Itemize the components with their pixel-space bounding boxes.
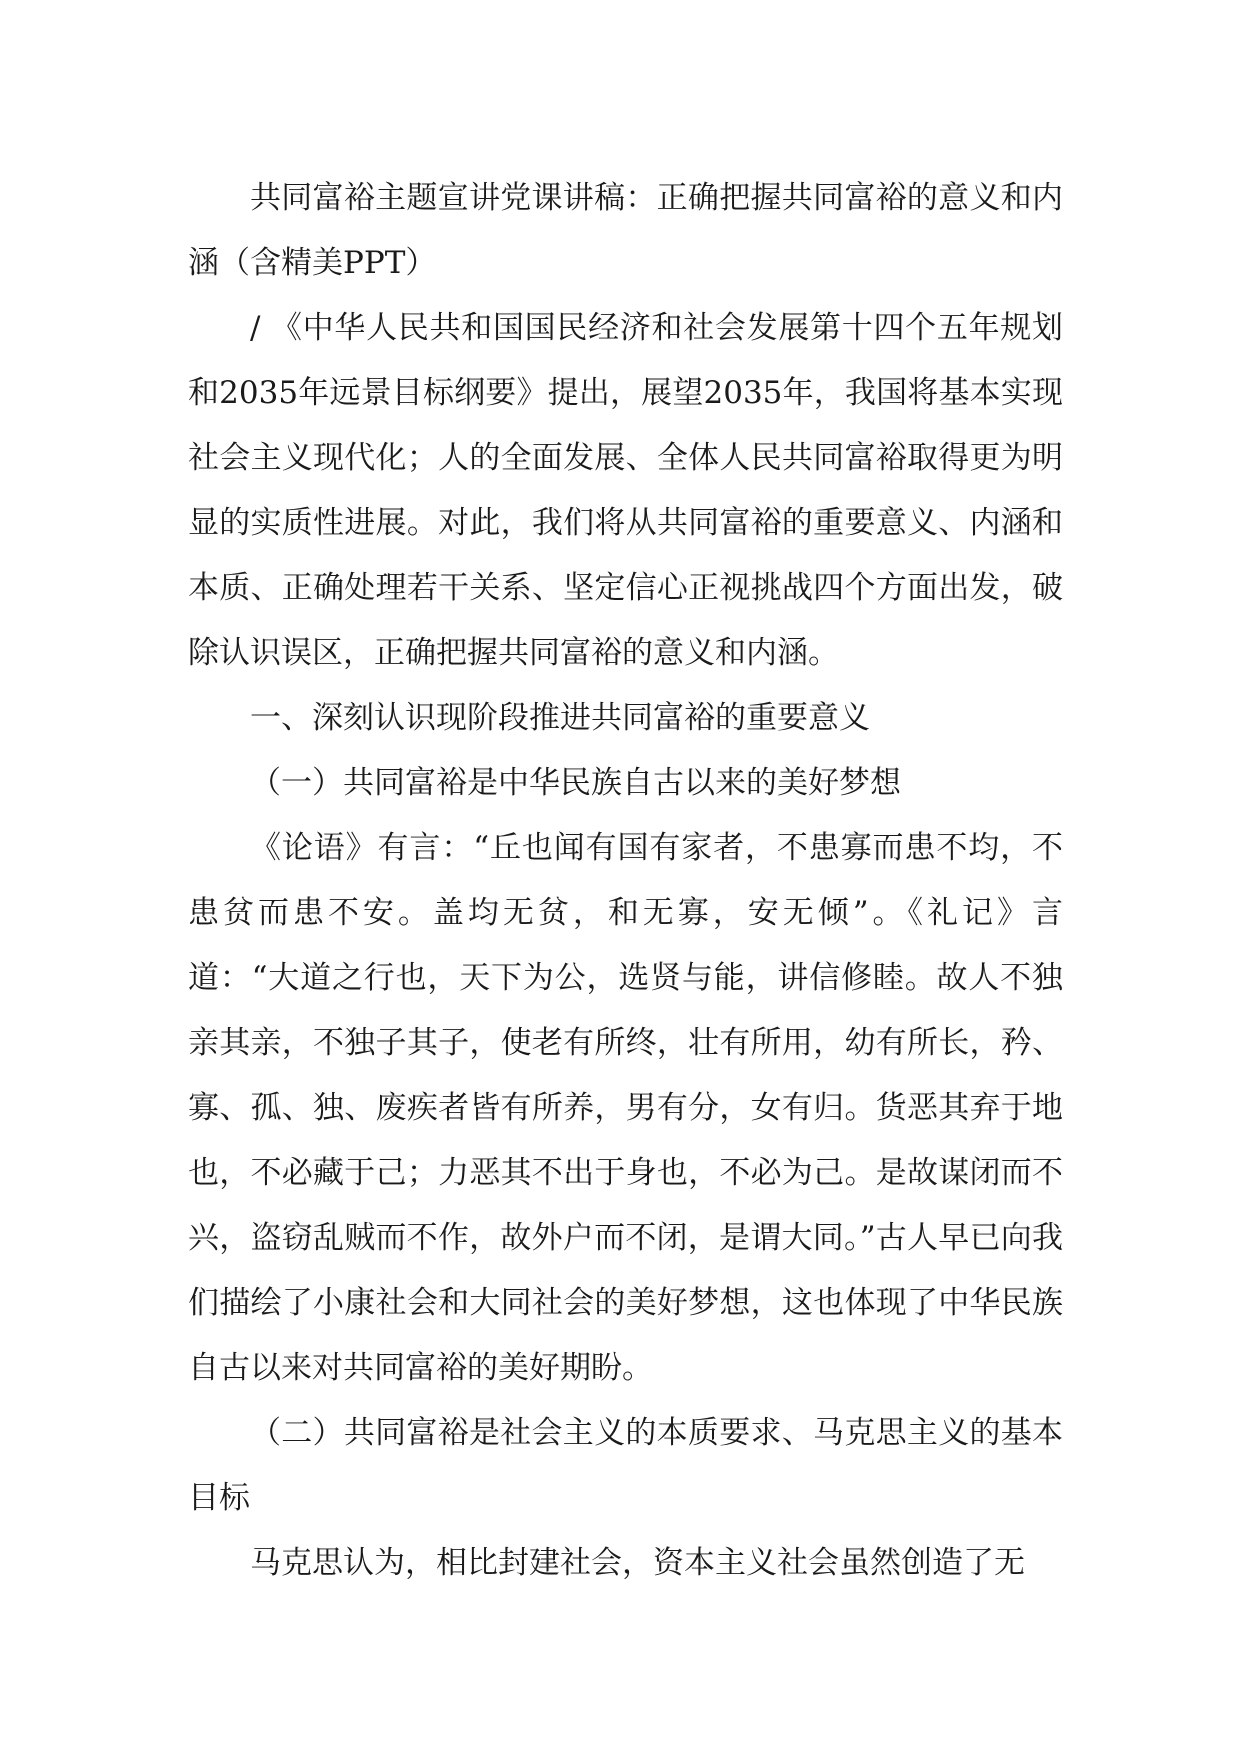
subsection-2-heading: （二）共同富裕是社会主义的本质要求、马克思主义的基本目标 <box>188 1415 1063 1516</box>
subsection-1-body: 《论语》有言：“丘也闻有国有家者，不患寡而患不均，不患贫而患不安。盖均无贫，和无寡，安无倾”。《礼记》言道：“大道之行也，天下为公，选贤与能，讲信修睦。故人不独亲其亲，不独子其子，使老有所终，壮有所用，幼有所长，矜、寡、孤、独、废疾者皆有所养，男有分，女有归。货恶其弃于地也，不必藏于己；力恶其不出于身也，不必为己。是故谋闭而不兴，盗窃乱贼而不作，故外户而不闭，是谓大同。”古人早已向我们描绘了小康社会和大同社会的美好梦想，这也体现了中华民族自古以来对共同富裕的美好期盼。 <box>188 830 1063 1386</box>
subsection-1-heading: （一）共同富裕是中华民族自古以来的美好梦想 <box>250 765 901 801</box>
intro-paragraph: / 《中华人民共和国国民经济和社会发展第十四个五年规划和2035年远景目标纲要》提出，展望2035年，我国将基本实现社会主义现代化；人的全面发展、全体人民共同富裕取得更为明显的实质性进展。对此，我们将从共同富裕的重要意义、内涵和本质、正确处理若干关系、坚定信心正视挑战四个方面出发，破除认识误区，正确把握共同富裕的意义和内涵。 <box>188 310 1063 671</box>
document-title: 共同富裕主题宣讲党课讲稿：正确把握共同富裕的意义和内涵（含精美PPT） <box>188 180 1063 281</box>
document-page <box>188 166 1063 1596</box>
subsection-2-body: 马克思认为，相比封建社会，资本主义社会虽然创造了无 <box>250 1545 1025 1581</box>
section-1-heading: 一、深刻认识现阶段推进共同富裕的重要意义 <box>250 700 870 736</box>
